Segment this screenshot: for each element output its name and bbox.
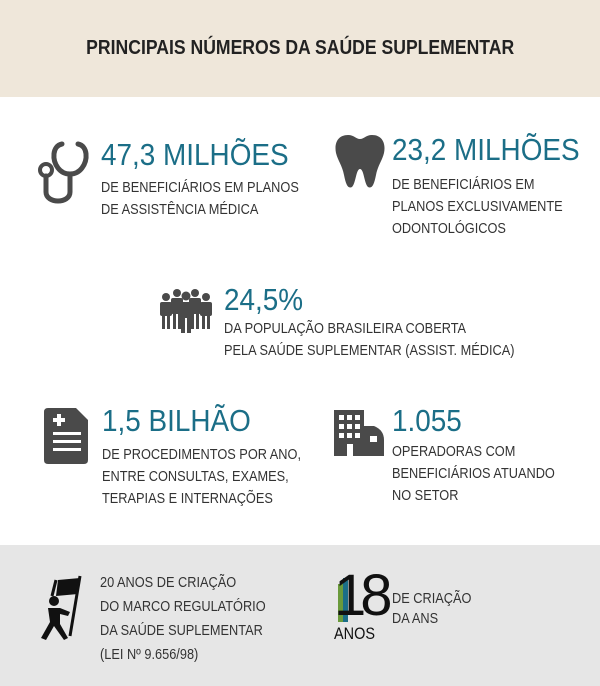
people-icon (157, 287, 215, 333)
stat-desc-procedimentos: DE PROCEDIMENTOS POR ANO, ENTRE CONSULTAS, EXAMES, TERAPIAS E INTERNAÇÕES (102, 447, 302, 507)
marco-regulatorio-text: 20 ANOS DE CRIAÇÃO DO MARCO REGULATÓRIO DA SAÚDE SUPLEMENTAR (LEI Nº 9.656/98) (100, 575, 266, 663)
page-title: PRINCIPAIS NÚMEROS DA SAÚDE SUPLEMENTAR (86, 37, 514, 59)
stat-value-beneficiarios-medica: 47,3 MILHÕES (101, 137, 289, 172)
stat-desc-beneficiarios-medica: DE BENEFICIÁRIOS EM PLANOS DE ASSISTÊNCIA MÉDICA (101, 180, 299, 218)
ans-18-anos-logo: 18 ANOS (334, 563, 387, 643)
footer-band (0, 545, 600, 686)
stethoscope-icon (36, 140, 92, 208)
stat-value-beneficiarios-odonto: 23,2 MILHÕES (392, 132, 580, 167)
flag-bearer-icon (38, 574, 88, 642)
stat-value-procedimentos: 1,5 BILHÃO (102, 403, 251, 438)
stat-desc-operadoras: OPERADORAS COM BENEFICIÁRIOS ATUANDO NO SETOR (392, 444, 555, 504)
stat-desc-populacao: DA POPULAÇÃO BRASILEIRA COBERTA PELA SAÚDE SUPLEMENTAR (ASSIST. MÉDICA) (224, 321, 515, 359)
ans-criacao-text: DE CRIAÇÃO DA ANS (392, 591, 472, 627)
stat-desc-beneficiarios-odonto: DE BENEFICIÁRIOS EM PLANOS EXCLUSIVAMENTE ODONTOLÓGICOS (392, 177, 563, 237)
tooth-icon (334, 133, 386, 189)
header-banner (0, 0, 600, 97)
stat-value-operadoras: 1.055 (392, 403, 462, 438)
stat-value-populacao: 24,5% (224, 282, 304, 317)
medical-document-icon (44, 408, 90, 464)
building-icon (334, 410, 384, 456)
